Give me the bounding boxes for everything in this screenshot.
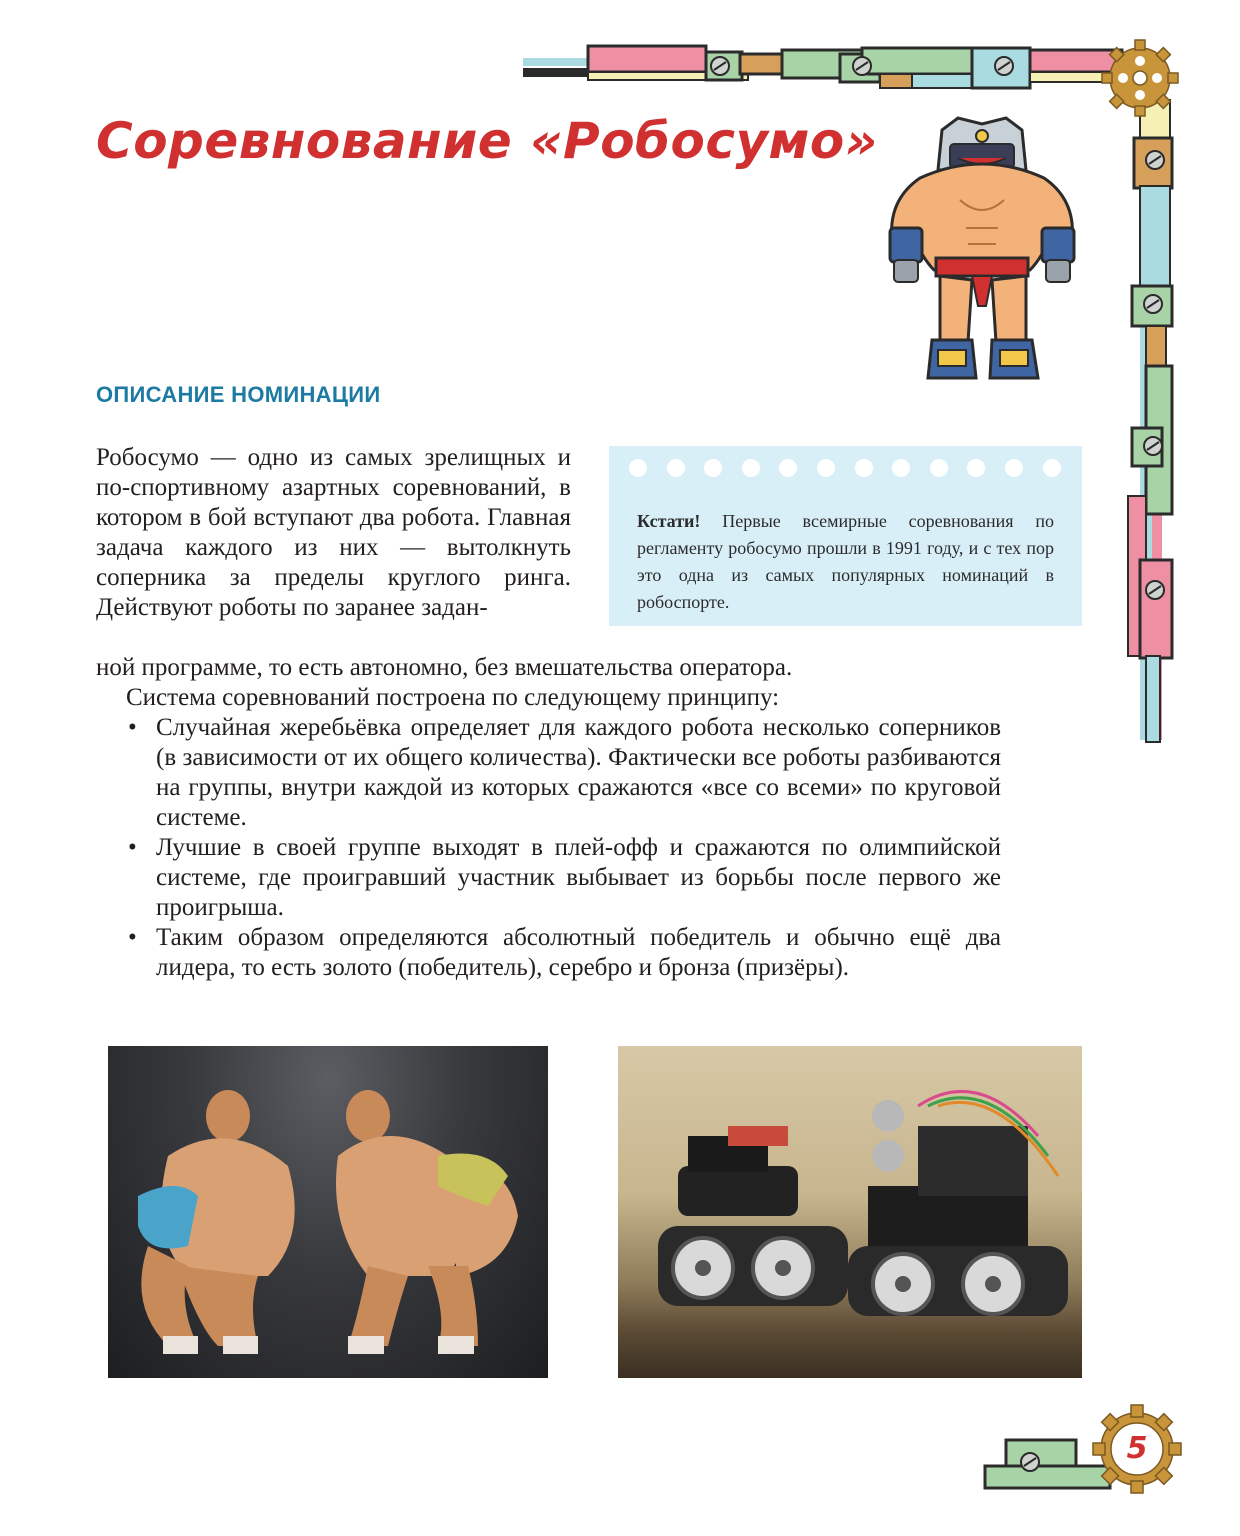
sumo-robots-photo <box>618 1046 1082 1378</box>
notepad-holes <box>629 459 1061 477</box>
sumo-wrestlers-photo <box>108 1046 548 1378</box>
gear-icon <box>1102 40 1178 116</box>
bottom-border-strip <box>985 1440 1110 1488</box>
page-title: Соревнование «Робосумо» <box>96 112 878 170</box>
page-number: 5 <box>1126 1431 1148 1466</box>
note-lead: Кстати! <box>637 511 701 531</box>
sumo-robot-illustration <box>880 110 1085 390</box>
section-heading: ОПИСАНИЕ НОМИНАЦИИ <box>96 382 381 407</box>
note-body: Первые всемирные соревнования по регламенту робосумо прошли в 1991 году, и с тех пор это одна из самых популярных номинаций в робоспорте. <box>637 511 1054 612</box>
intro-paragraph: Робосумо — одно из самых зрелищных и по-спортивному азартных соревнований, в котором в бой вступают два робота. Главная задача каждого из них — вытолкнуть соперника за пределы круглого ринга. Действуют роботы по заранее задан- <box>96 444 571 621</box>
system-intro: Система соревнований построена по следующему принципу: <box>126 684 780 711</box>
note-text <box>637 508 1054 616</box>
right-border-strip <box>1128 100 1172 742</box>
list-item: • Таким образом определяются абсолютный победитель и обычно ещё два лидера, то есть золото (победитель), серебро и бронза (призёры). <box>126 923 1001 983</box>
intro-paragraph-continuation: ной программе, то есть автономно, без вмешательства оператора. <box>96 654 793 681</box>
list-item: • Лучшие в своей группе выходят в плей-офф и сражаются по олимпийской системе, где проигравший участник выбывает из борьбы после первого же проигрыша. <box>126 833 1001 923</box>
list-item: • Случайная жеребьёвка определяет для каждого робота несколько соперников (в зависимости от их общего количества). Фактически все роботы разбиваются на группы, внутри каждой из которых сражаются «все со всеми» по круговой системе. <box>126 713 1001 833</box>
did-you-know-note <box>609 446 1082 626</box>
top-border-strip <box>523 46 1122 88</box>
rules-list <box>126 713 1001 983</box>
